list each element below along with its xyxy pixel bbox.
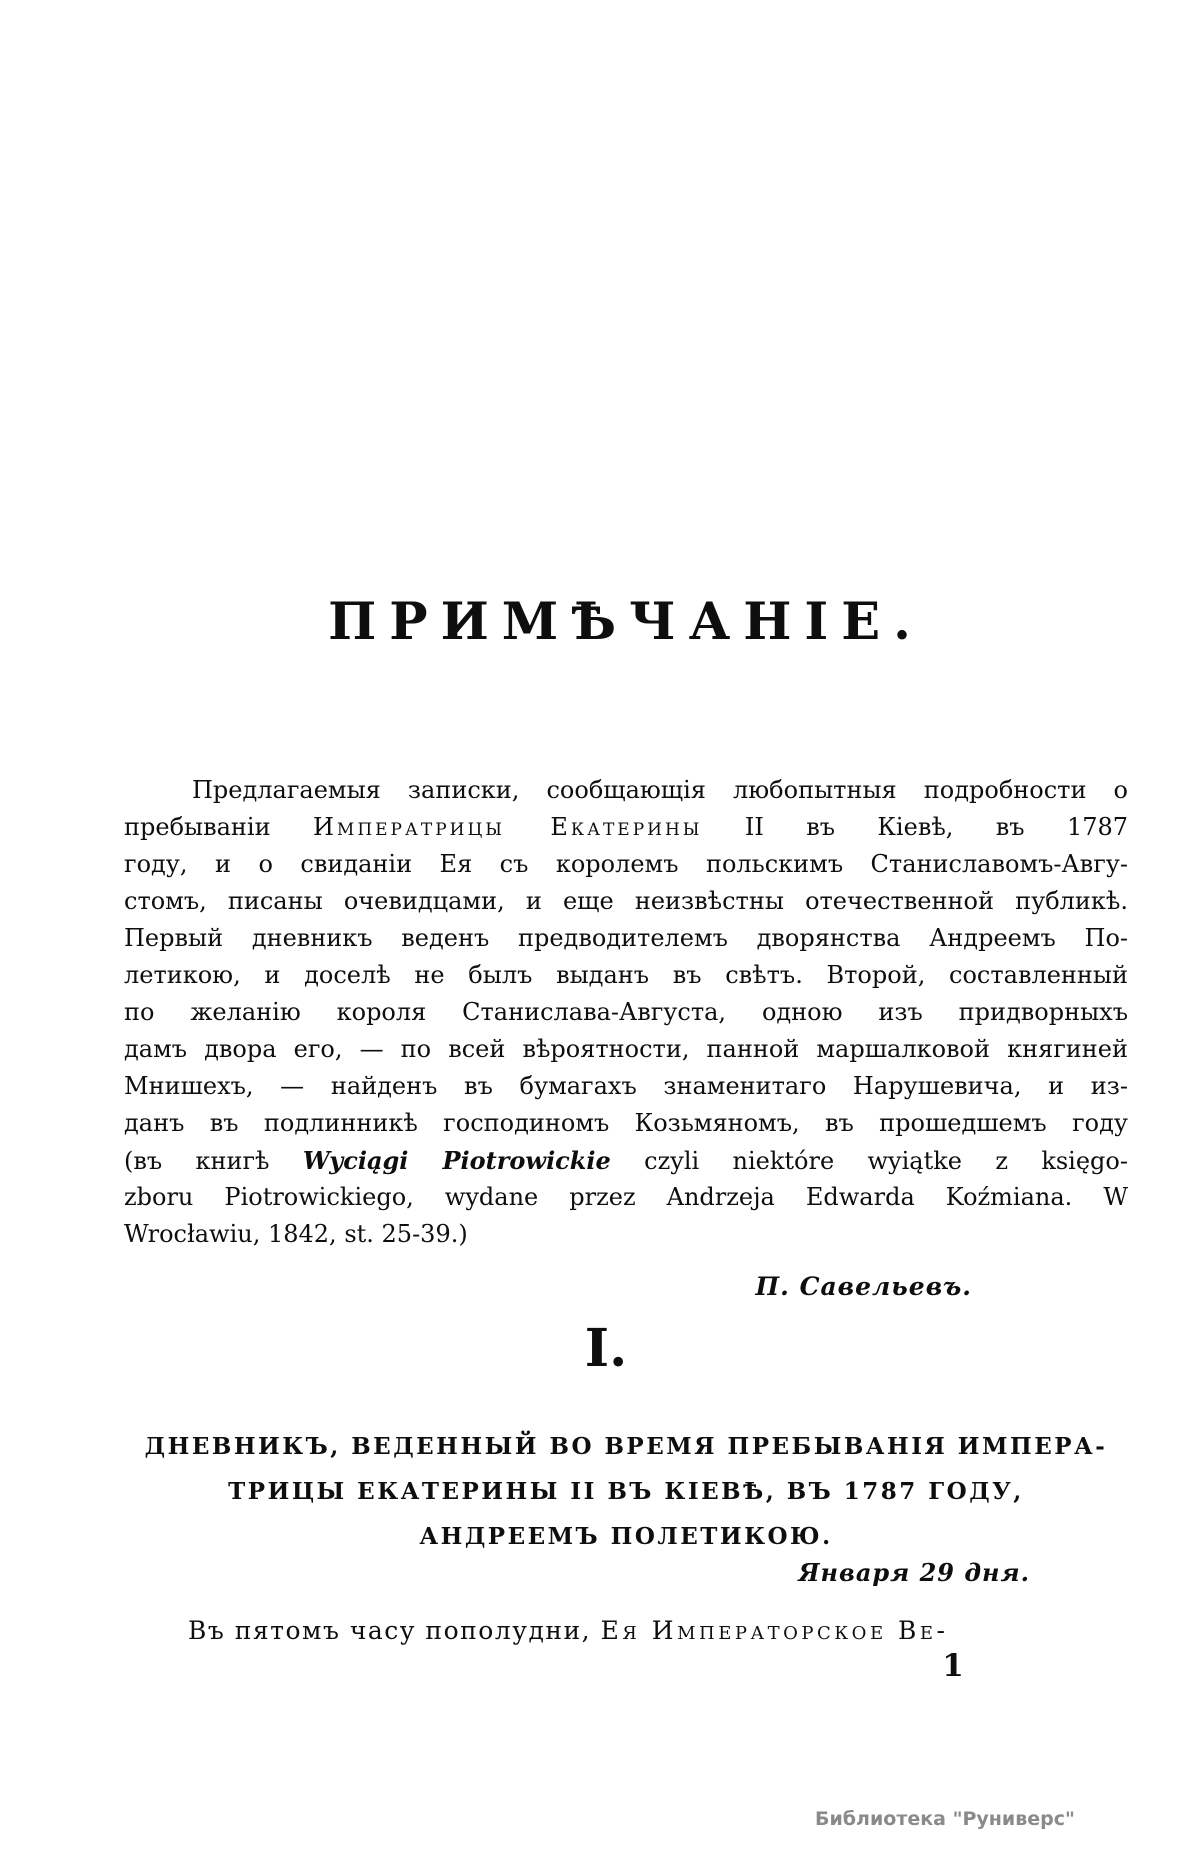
- section-numeral: I.: [584, 1318, 628, 1379]
- note-line: Первый дневникъ веденъ предводителемъ дворянства Андреемъ По-: [124, 924, 1128, 952]
- page-title: ПРИМѢЧАНІЕ.: [328, 592, 924, 652]
- body-line-smallcaps: Ея Императорское Ве-: [600, 1616, 949, 1645]
- body-line-lead: Въ пятомъ часу пополудни,: [188, 1616, 601, 1645]
- note-line: году, и о свиданіи Ея съ королемъ польскимъ Станиславомъ-Авгу-: [124, 850, 1128, 878]
- section-heading-line: ДНЕВНИКЪ, ВЕДЕННЫЙ ВО ВРЕМЯ ПРЕБЫВАНІЯ ИМПЕРА-: [144, 1433, 1108, 1460]
- note-line-text: czyli niektóre wyiątke z księgo-: [610, 1147, 1128, 1175]
- library-watermark: Библиотека "Руниверс": [815, 1808, 1075, 1830]
- note-line: данъ въ подлинникѣ господиномъ Козьмяномъ, въ прошедшемъ году: [124, 1109, 1128, 1137]
- section-heading: [124, 1424, 1128, 1559]
- author-signature: П. Савельевъ.: [755, 1272, 972, 1301]
- note-line: по желанію короля Станислава-Августа, одною изъ придворныхъ: [124, 998, 1128, 1026]
- note-line-text: пребываніи: [124, 813, 313, 841]
- note-line: Предлагаемыя записки, сообщающія любопытныя подробности о: [192, 776, 1128, 804]
- section-heading-line: ТРИЦЫ ЕКАТЕРИНЫ II ВЪ КІЕВѢ, ВЪ 1787 ГОДУ,: [228, 1478, 1024, 1505]
- note-paragraph: [124, 772, 1128, 1253]
- note-line: стомъ, писаны очевидцами, и еще неизвѣстны отечественной публикѣ.: [124, 887, 1128, 915]
- note-line-text: II въ Кіевѣ, въ 1787: [702, 813, 1129, 841]
- note-line-smallcaps: Императрицы Екатерины: [312, 813, 703, 841]
- entry-date: Января 29 дня.: [798, 1558, 1030, 1587]
- note-line: [124, 809, 1128, 846]
- section-heading-line: АНДРЕЕМЪ ПОЛЕТИКОЮ.: [419, 1523, 833, 1550]
- note-line-text: (въ книгѣ: [124, 1147, 303, 1175]
- page-number: 1: [942, 1648, 964, 1684]
- body-first-line: [124, 1616, 1128, 1645]
- note-line: zboru Piotrowickiego, wydane przez Andrzeja Edwarda Koźmiana. W: [124, 1183, 1128, 1211]
- note-line-italic-title: Wyciągi Piotrowickie: [302, 1146, 611, 1175]
- note-line: Wrocławiu, 1842, st. 25-39.): [124, 1220, 468, 1248]
- note-line: Мнишехъ, — найденъ въ бумагахъ знаменитаго Нарушевича, и из-: [124, 1072, 1128, 1100]
- note-line: дамъ двора его, — по всей вѣроятности, панной маршалковой княгиней: [124, 1035, 1128, 1063]
- note-line: летикою, и доселѣ не былъ выданъ въ свѣтъ. Второй, составленный: [124, 961, 1128, 989]
- note-line: [124, 1142, 1128, 1179]
